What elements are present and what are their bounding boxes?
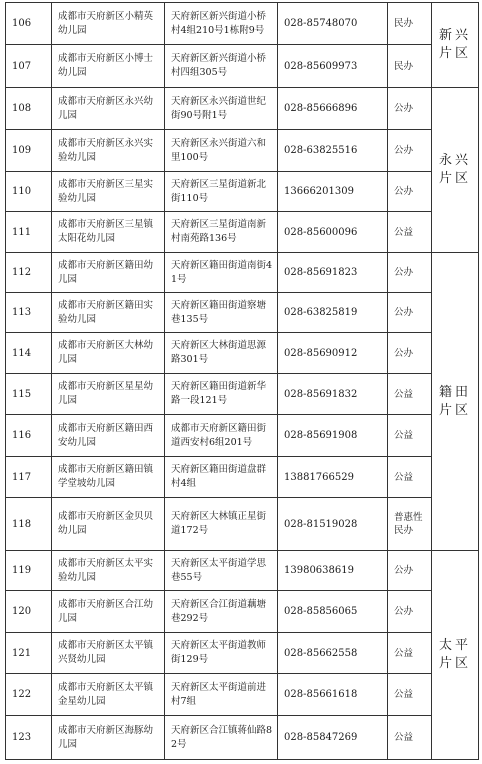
kindergarten-phone: 028-85662558 xyxy=(278,633,388,674)
row-number: 106 xyxy=(6,3,52,45)
kindergarten-type: 公办 xyxy=(388,130,432,172)
kindergarten-address: 天府新区大林镇正星街道172号 xyxy=(165,498,278,551)
kindergarten-name: 成都市天府新区太平镇金星幼儿园 xyxy=(52,674,165,716)
kindergarten-type: 公办 xyxy=(388,551,432,591)
kindergarten-type: 公办 xyxy=(388,253,432,293)
kindergarten-type: 公办 xyxy=(388,293,432,333)
kindergarten-phone: 028-85691908 xyxy=(278,415,388,457)
table-row xyxy=(6,3,479,45)
kindergarten-name: 成都市天府新区小博士幼儿园 xyxy=(52,45,165,88)
kindergarten-address: 天府新区籍田街道新华路一段121号 xyxy=(165,374,278,415)
row-number: 118 xyxy=(6,498,52,551)
area-label: 籍田片区 xyxy=(432,253,479,551)
kindergarten-name: 成都市天府新区星星幼儿园 xyxy=(52,374,165,415)
kindergarten-name: 成都市天府新区金贝贝幼儿园 xyxy=(52,498,165,551)
kindergarten-type: 公办 xyxy=(388,591,432,633)
kindergarten-name: 成都市天府新区大林幼儿园 xyxy=(52,333,165,374)
table-row xyxy=(6,293,479,333)
kindergarten-name: 成都市天府新区籍田幼儿园 xyxy=(52,253,165,293)
kindergarten-phone: 028-85691823 xyxy=(278,253,388,293)
kindergarten-address: 天府新区籍田街道南街41号 xyxy=(165,253,278,293)
kindergarten-address: 天府新区三星街道南新村南苑路136号 xyxy=(165,212,278,253)
kindergarten-phone: 13666201309 xyxy=(278,172,388,212)
kindergarten-address: 天府新区籍田街道盘群村4组 xyxy=(165,457,278,498)
kindergarten-name: 成都市天府新区太平实验幼儿园 xyxy=(52,551,165,591)
kindergarten-phone: 028-85691832 xyxy=(278,374,388,415)
area-label: 太平片区 xyxy=(432,551,479,760)
kindergarten-address: 天府新区太平街道前进村7组 xyxy=(165,674,278,716)
table-row xyxy=(6,253,479,293)
table-row xyxy=(6,633,479,674)
table-row xyxy=(6,716,479,760)
table-row xyxy=(6,130,479,172)
table-row xyxy=(6,212,479,253)
kindergarten-phone: 028-81519028 xyxy=(278,498,388,551)
kindergarten-type: 公办 xyxy=(388,172,432,212)
table-row xyxy=(6,333,479,374)
row-number: 116 xyxy=(6,415,52,457)
kindergarten-name: 成都市天府新区籍田实验幼儿园 xyxy=(52,293,165,333)
kindergarten-name: 成都市天府新区太平镇兴贤幼儿园 xyxy=(52,633,165,674)
kindergarten-address: 天府新区合江镇蒋仙路82号 xyxy=(165,716,278,760)
row-number: 109 xyxy=(6,130,52,172)
kindergarten-address: 天府新区合江街道藕塘巷292号 xyxy=(165,591,278,633)
kindergarten-address: 天府新区太平街道教师街129号 xyxy=(165,633,278,674)
kindergarten-type: 公益 xyxy=(388,716,432,760)
kindergarten-phone: 028-85609973 xyxy=(278,45,388,88)
kindergarten-phone: 13881766529 xyxy=(278,457,388,498)
kindergarten-type: 公益 xyxy=(388,374,432,415)
row-number: 111 xyxy=(6,212,52,253)
table-row xyxy=(6,551,479,591)
kindergarten-address: 天府新区新兴街道小桥村4组210号1栋附9号 xyxy=(165,3,278,45)
kindergarten-type: 民办 xyxy=(388,3,432,45)
row-number: 108 xyxy=(6,88,52,130)
kindergarten-phone: 028-85847269 xyxy=(278,716,388,760)
table-row xyxy=(6,457,479,498)
area-label: 永兴片区 xyxy=(432,88,479,253)
kindergarten-type: 公益 xyxy=(388,633,432,674)
table-row xyxy=(6,172,479,212)
area-label: 新兴片区 xyxy=(432,3,479,88)
kindergarten-phone: 028-63825819 xyxy=(278,293,388,333)
kindergarten-name: 成都市天府新区海豚幼儿园 xyxy=(52,716,165,760)
kindergarten-table xyxy=(5,2,479,760)
kindergarten-phone: 028-85748070 xyxy=(278,3,388,45)
row-number: 119 xyxy=(6,551,52,591)
row-number: 117 xyxy=(6,457,52,498)
kindergarten-name: 成都市天府新区籍田西安幼儿园 xyxy=(52,415,165,457)
kindergarten-name: 成都市天府新区永兴幼儿园 xyxy=(52,88,165,130)
table-row xyxy=(6,674,479,716)
kindergarten-phone: 028-85600096 xyxy=(278,212,388,253)
kindergarten-name: 成都市天府新区小精英幼儿园 xyxy=(52,3,165,45)
kindergarten-address: 天府新区永兴街道六和里100号 xyxy=(165,130,278,172)
row-number: 110 xyxy=(6,172,52,212)
kindergarten-address: 天府新区大林街道思源路301号 xyxy=(165,333,278,374)
kindergarten-type: 普惠性民办 xyxy=(388,498,432,551)
row-number: 112 xyxy=(6,253,52,293)
kindergarten-phone: 028-85690912 xyxy=(278,333,388,374)
kindergarten-name: 成都市天府新区永兴实验幼儿园 xyxy=(52,130,165,172)
kindergarten-type: 公益 xyxy=(388,457,432,498)
kindergarten-address: 天府新区三星街道新北街110号 xyxy=(165,172,278,212)
kindergarten-type: 公益 xyxy=(388,415,432,457)
table-row xyxy=(6,45,479,88)
table-row xyxy=(6,374,479,415)
row-number: 122 xyxy=(6,674,52,716)
kindergarten-address: 天府新区籍田街道察塘巷135号 xyxy=(165,293,278,333)
kindergarten-phone: 028-63825516 xyxy=(278,130,388,172)
kindergarten-address: 天府新区太平街道学思巷55号 xyxy=(165,551,278,591)
row-number: 107 xyxy=(6,45,52,88)
kindergarten-name: 成都市天府新区三星镇太阳花幼儿园 xyxy=(52,212,165,253)
kindergarten-phone: 028-85856065 xyxy=(278,591,388,633)
table-row xyxy=(6,498,479,551)
row-number: 114 xyxy=(6,333,52,374)
kindergarten-type: 公益 xyxy=(388,212,432,253)
kindergarten-name: 成都市天府新区合江幼儿园 xyxy=(52,591,165,633)
row-number: 115 xyxy=(6,374,52,415)
kindergarten-phone: 13980638619 xyxy=(278,551,388,591)
kindergarten-name: 成都市天府新区籍田镇学堂坡幼儿园 xyxy=(52,457,165,498)
kindergarten-phone: 028-85661618 xyxy=(278,674,388,716)
kindergarten-address: 天府新区新兴街道小桥村四组305号 xyxy=(165,45,278,88)
row-number: 120 xyxy=(6,591,52,633)
kindergarten-name: 成都市天府新区三星实验幼儿园 xyxy=(52,172,165,212)
table-row xyxy=(6,415,479,457)
kindergarten-address: 成都市天府新区籍田街道西安村6组201号 xyxy=(165,415,278,457)
kindergarten-type: 民办 xyxy=(388,45,432,88)
kindergarten-type: 公益 xyxy=(388,674,432,716)
kindergarten-phone: 028-85666896 xyxy=(278,88,388,130)
row-number: 113 xyxy=(6,293,52,333)
table-row xyxy=(6,88,479,130)
kindergarten-type: 公办 xyxy=(388,88,432,130)
kindergarten-address: 天府新区永兴街道世纪街90号附1号 xyxy=(165,88,278,130)
row-number: 123 xyxy=(6,716,52,760)
row-number: 121 xyxy=(6,633,52,674)
kindergarten-type: 公办 xyxy=(388,333,432,374)
table-row xyxy=(6,591,479,633)
